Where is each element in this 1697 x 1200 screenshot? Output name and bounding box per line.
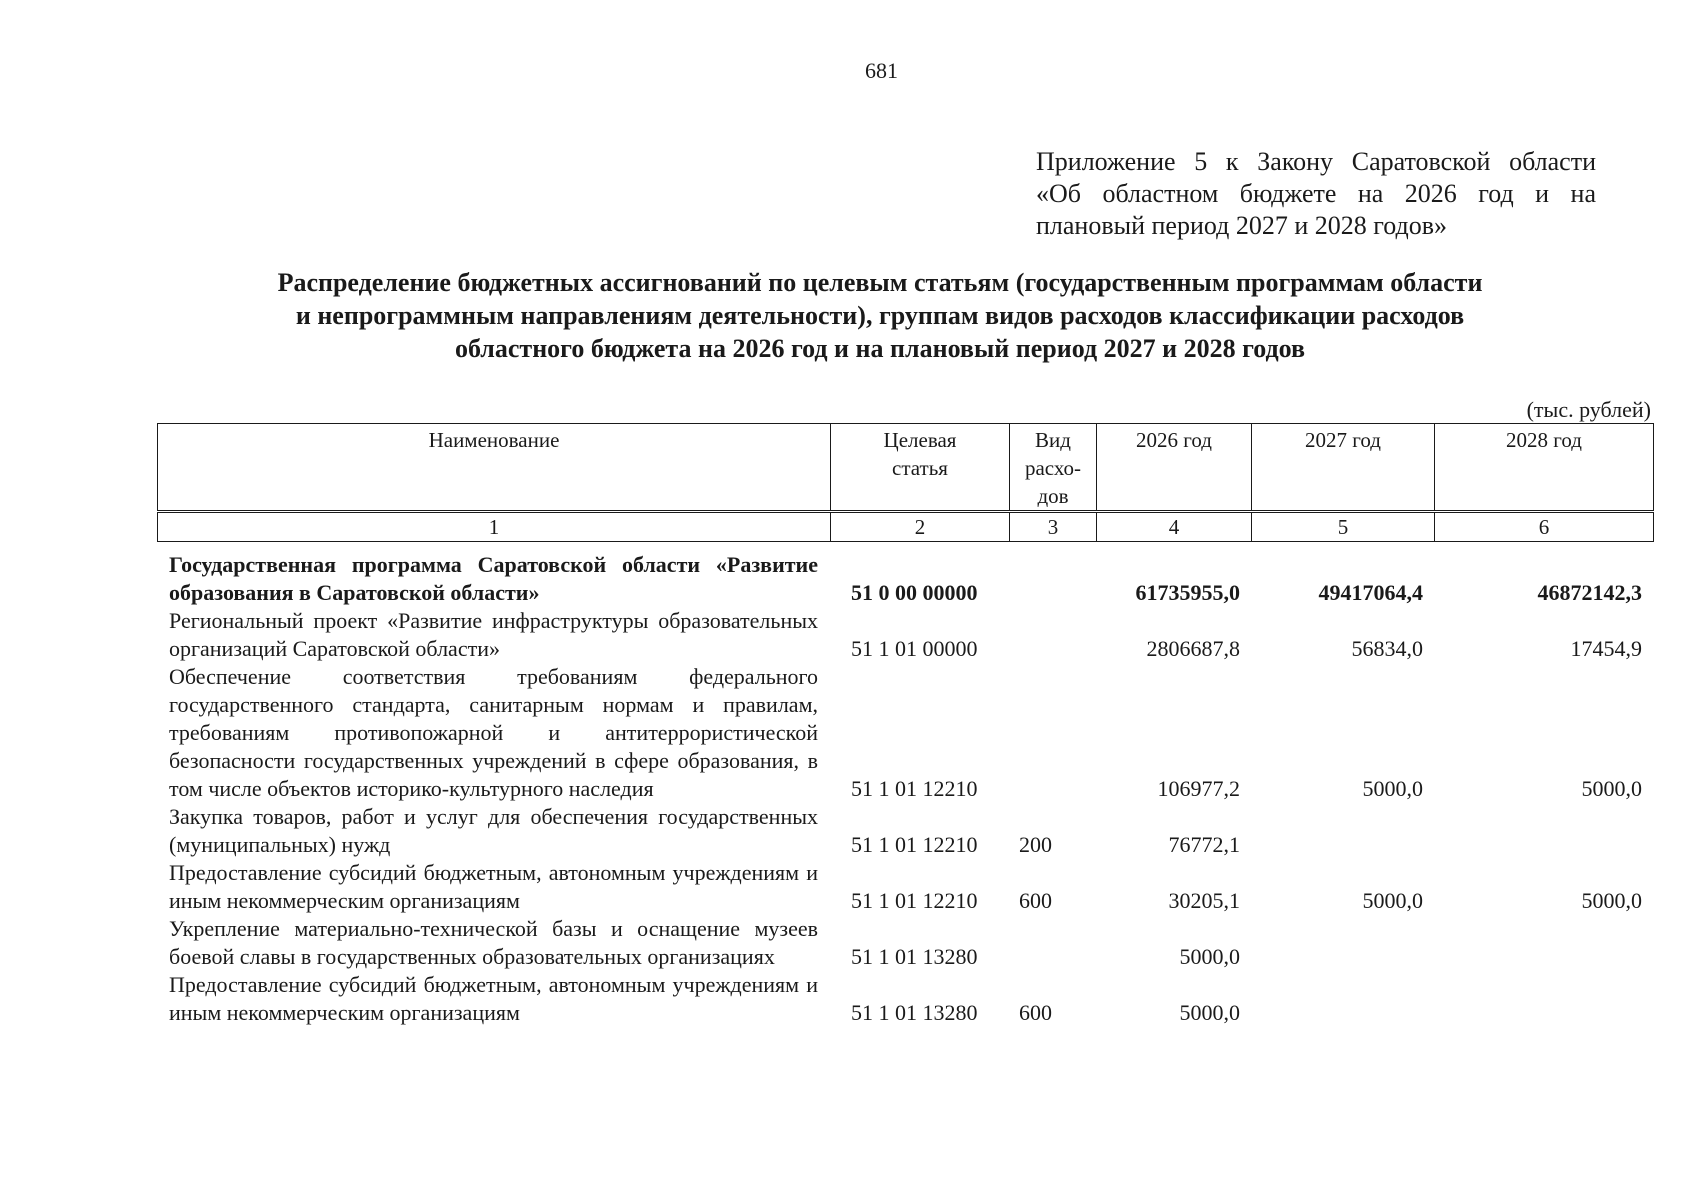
header-target-line-2: статья [892, 456, 948, 480]
row-amount-2026: 2806687,8 [1146, 636, 1240, 661]
table-row [157, 663, 1653, 803]
row-amount-2027: 5000,0 [1362, 888, 1423, 913]
column-number: 5 [1252, 512, 1435, 542]
row-amount-2028: 5000,0 [1581, 776, 1642, 801]
row-name: Государственная программа Саратовской области «Развитие образования в Саратовской области» [169, 552, 818, 605]
row-expense-type: 200 [1019, 832, 1052, 857]
title-line-3: областного бюджета на 2026 год и на плановый период 2027 и 2028 годов [454, 334, 1306, 363]
row-amount-2026: 106977,2 [1157, 776, 1240, 801]
row-expense-type [1009, 551, 1096, 607]
row-amount-2027: 56834,0 [1351, 636, 1423, 661]
table-row [157, 551, 1653, 607]
table-row [157, 859, 1653, 915]
row-amount-2028: 5000,0 [1581, 888, 1642, 913]
row-amount-2028: 17454,9 [1570, 636, 1642, 661]
column-number: 3 [1010, 512, 1097, 542]
header-2026: 2026 год [1097, 424, 1252, 512]
row-amount-2026: 76772,1 [1168, 832, 1240, 857]
row-expense-type: 600 [1019, 888, 1052, 913]
row-amount-2028: 46872142,3 [1537, 580, 1642, 605]
column-number: 6 [1435, 512, 1654, 542]
row-name: Обеспечение соответствия требованиям федерального государственного стандарта, санитарным нормам и правилам, требованиям противопожарной и антитеррористической безопасности государственных учреждений в сфере образования, в том числе объектов историко-культурного наследия [169, 664, 818, 801]
column-number: 4 [1097, 512, 1252, 542]
row-name: Предоставление субсидий бюджетным, автономным учреждениям и иным некоммерческим организациям [169, 860, 818, 913]
header-vid-line-3: дов [1037, 484, 1069, 508]
header-name: Наименование [158, 424, 831, 512]
row-name: Предоставление субсидий бюджетным, автономным учреждениям и иным некоммерческим организациям [169, 972, 818, 1025]
title-line-1: Распределение бюджетных ассигнований по целевым статьям (государственным программам области [277, 268, 1483, 297]
row-amount-2028 [1434, 971, 1653, 1027]
header-target-line-1: Целевая [883, 428, 957, 452]
row-target-article: 51 1 01 12210 [851, 832, 978, 857]
row-target-article: 51 1 01 13280 [851, 1000, 978, 1025]
appendix-line-3: плановый период 2027 и 2028 годов» [1036, 211, 1448, 240]
appendix-note [1036, 146, 1596, 242]
row-name: Региональный проект «Развитие инфраструктуры образовательных организаций Саратовской области» [169, 608, 818, 661]
row-target-article: 51 1 01 12210 [851, 888, 978, 913]
page-number: 681 [865, 58, 898, 83]
header-vid-line-2: расхо- [1024, 456, 1082, 480]
row-amount-2026: 61735955,0 [1135, 580, 1240, 605]
title-line-2: и непрограммным направлениям деятельности), группам видов расходов классификации расходов [295, 301, 1465, 330]
row-amount-2027: 5000,0 [1362, 776, 1423, 801]
row-amount-2027 [1251, 803, 1434, 859]
units-label: (тыс. рублей) [1526, 397, 1651, 422]
row-expense-type: 600 [1019, 1000, 1052, 1025]
row-name: Укрепление материально-технической базы и оснащение музеев боевой славы в государственных образовательных организациях [169, 916, 818, 969]
appendix-line-2: «Об областном бюджете на 2026 год и на [1036, 179, 1596, 208]
table-header [157, 423, 1654, 542]
header-vid-line-1: Вид [1035, 428, 1071, 452]
row-target-article: 51 1 01 12210 [851, 776, 978, 801]
row-amount-2027 [1251, 971, 1434, 1027]
row-expense-type [1009, 663, 1096, 803]
document-title [160, 266, 1600, 365]
table-row [157, 971, 1653, 1027]
row-target-article: 51 1 01 00000 [851, 636, 978, 661]
row-amount-2027 [1251, 915, 1434, 971]
header-2027: 2027 год [1252, 424, 1435, 512]
table-row [157, 607, 1653, 663]
row-amount-2028 [1434, 915, 1653, 971]
table-row [157, 803, 1653, 859]
row-amount-2026: 30205,1 [1168, 888, 1240, 913]
row-amount-2027: 49417064,4 [1318, 580, 1423, 605]
row-name: Закупка товаров, работ и услуг для обеспечения государственных (муниципальных) нужд [169, 804, 818, 857]
budget-table [157, 551, 1653, 1027]
row-amount-2028 [1434, 803, 1653, 859]
column-number: 2 [831, 512, 1010, 542]
header-expense-type [1010, 424, 1097, 512]
row-amount-2026: 5000,0 [1179, 944, 1240, 969]
table-row [157, 915, 1653, 971]
column-number: 1 [158, 512, 831, 542]
row-amount-2026: 5000,0 [1179, 1000, 1240, 1025]
row-expense-type [1009, 915, 1096, 971]
header-target-article [831, 424, 1010, 512]
row-target-article: 51 0 00 00000 [851, 580, 978, 605]
row-expense-type [1009, 607, 1096, 663]
row-target-article: 51 1 01 13280 [851, 944, 978, 969]
header-2028: 2028 год [1435, 424, 1654, 512]
appendix-line-1: Приложение 5 к Закону Саратовской области [1036, 147, 1596, 176]
